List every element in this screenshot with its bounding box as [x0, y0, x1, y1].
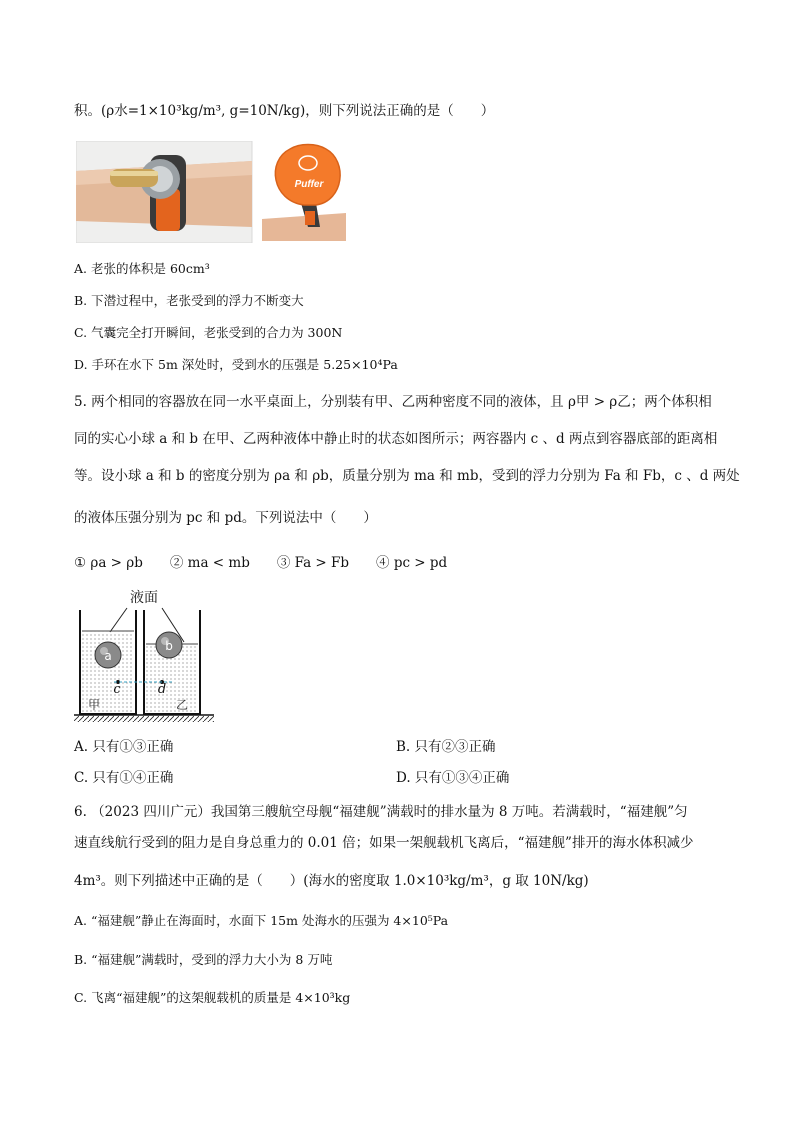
- ball-b-label: b: [165, 639, 173, 653]
- surface-pointer-left: [110, 608, 127, 632]
- q4-option-c: C. 气囊完全打开瞬间，老张受到的合力为 300N: [74, 325, 343, 340]
- point-d-label: d: [157, 682, 167, 697]
- q6-option-a: A. “福建舰”静止在海面时，水面下 15m 处海水的压强为 4×10⁵Pa: [74, 913, 449, 928]
- q5-option-b: B. 只有②③正确: [396, 739, 496, 755]
- q6-line-3: 4m³。则下列描述中正确的是（ ）(海水的密度取 1.0×10³kg/m³，g 取 10N/kg): [74, 873, 589, 889]
- q5-statements: ① ρa > ρb ② ma < mb ③ Fa > Fb ④ pc > pd: [74, 555, 448, 571]
- wristband-photo-inflated: [262, 141, 346, 243]
- liquid-right-label: 乙: [175, 698, 189, 712]
- q6-line-1: 6. （2023 四川广元）我国第三艘航空母舰“福建舰”满载时的排水量为 8 万吨。若满载时，“福建舰”匀: [74, 804, 688, 820]
- liquid-left-label: 甲: [87, 698, 101, 712]
- q6-line-2: 速直线航行受到的阻力是自身总重力的 0.01 倍；如果一架舰载机飞离后，“福建舰”排开的海水体积减少: [74, 835, 694, 851]
- q4-stem-tail: 积。(ρ水=1×10³kg/m³, g=10N/kg)，则下列说法正确的是（ ）: [74, 103, 495, 119]
- q5-line-4: 的液体压强分别为 pc 和 pd。下列说法中（ ）: [74, 510, 377, 526]
- q5-option-c: C. 只有①④正确: [74, 770, 174, 786]
- q4-option-d: D. 手环在水下 5m 深处时，受到水的压强是 5.25×10⁴Pa: [74, 357, 398, 372]
- beaker-right: [144, 610, 200, 714]
- q6-option-b: B. “福建舰”满载时，受到的浮力大小为 8 万吨: [74, 952, 333, 967]
- wristband-photo-closed: [76, 141, 252, 243]
- q5-beaker-figure: [74, 586, 214, 724]
- ball-a-label: a: [104, 649, 112, 663]
- surface-label: 液面: [130, 590, 158, 606]
- puffer-logo-text: Puffer: [294, 179, 324, 190]
- q5-option-d: D. 只有①③④正确: [396, 770, 510, 786]
- beaker-left: [80, 610, 136, 714]
- q5-line-3: 等。设小球 a 和 b 的密度分别为 ρa 和 ρb，质量分别为 ma 和 mb，受到的浮力分别为 Fa 和 Fb，c 、d 两处: [74, 468, 740, 484]
- q6-option-c: C. 飞离“福建舰”的这架舰载机的质量是 4×10³kg: [74, 990, 351, 1005]
- wristband-photos: [76, 141, 346, 243]
- q4-option-a: A. 老张的体积是 60cm³: [74, 261, 210, 276]
- q5-line-2: 同的实心小球 a 和 b 在甲、乙两种液体中静止时的状态如图所示；两容器内 c 、d 两点到容器底部的距离相: [74, 431, 718, 447]
- table-hatching: [74, 716, 214, 722]
- q5-line-1: 5. 两个相同的容器放在同一水平桌面上，分别装有甲、乙两种密度不同的液体，且 ρ甲 > ρ乙；两个体积相: [74, 394, 712, 410]
- q5-option-a: A. 只有①③正确: [74, 739, 174, 755]
- q4-option-b: B. 下潜过程中，老张受到的浮力不断变大: [74, 293, 304, 308]
- point-c-label: c: [113, 682, 121, 697]
